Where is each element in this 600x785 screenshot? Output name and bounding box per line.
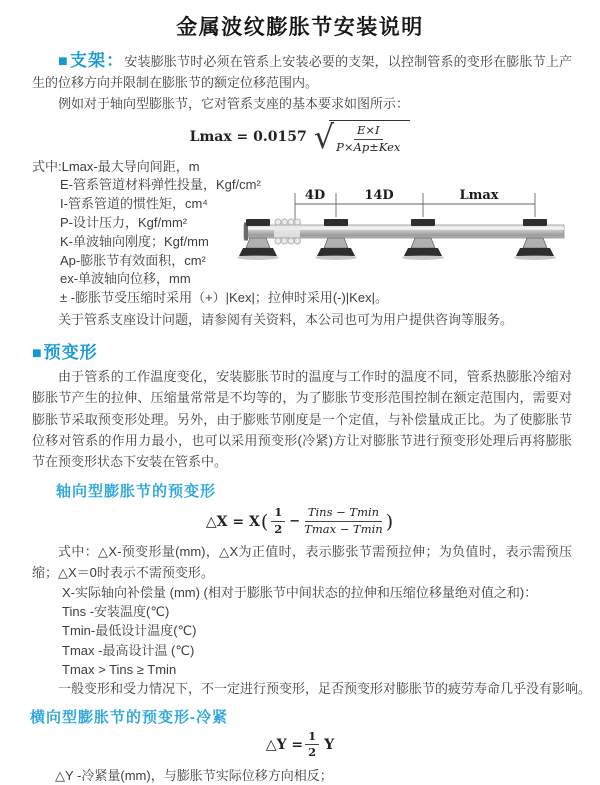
formula-dy-lhs: △Y = [265,736,304,753]
support-example-paragraph: 例如对于轴向型膨胀节，它对管系支座的基本要求如图所示： [58,96,410,111]
axial-subheading: 轴向型膨胀节的预变形 [56,483,217,501]
half-numerator: 1 [305,730,319,746]
formula-lmax-denominator: P×Ap±Kex [336,139,401,154]
formula-delta-y [0,730,600,761]
diagram-dim-lmax-label: Lmax [459,187,499,203]
diagram-dim-4d-label: 4D [304,187,326,203]
formula-delta-x [0,506,600,537]
section-support-heading [58,51,124,70]
support-intro-text: 安装膨胀节时必须在管系上安装必要的支架，以控制管系的变形在膨胀节上产生的位移方向并限制在膨胀节的额定位移范围内。 [32,54,572,90]
formula-lmax-fraction [336,124,400,155]
predeform-paragraph: 由于管系的工作温度变化，安装膨胀节时的温度与工作时的温度不同，管系热膨胀冷缩对膨胀节产生的拉伸、压缩量常常是不均等的，为了膨胀节变形范围控制在额定范围内，需要对膨胀节采取预变形处理。另外，由于膨账节刚度是一个定值，与补偿量成正比。为了使膨胀节位移对管系的作用力最小，也可以采用预变形(冷紧)方让对膨胀节进行预变形处理后再将膨胀节在预变形状态下安装在管系中。 [32,368,572,470]
definition-K: K-单波轴向刚度；Kgf/mm [60,233,209,249]
pipe-support-diagram [238,184,570,280]
lateral-subheading: 横向型膨胀节的预变形-冷紧 [30,708,228,726]
minus-operator: − [289,514,301,530]
axial-var-tmax: Tmax -最高设计温 (℃) [62,642,195,658]
one-half-fraction [305,730,319,761]
temperature-fraction [304,506,383,537]
sqrt-symbol-icon: √ [313,117,335,156]
bellows-icon [274,219,301,244]
definition-E: E-管系管道材料弹性投量，Kgf/cm² [60,177,261,193]
formula-lmax [0,117,600,156]
definition-plusminus: ± -膨胀节受压缩时采用（+）|Kex|；拉伸时采用(-)|Kex|。 [60,290,388,306]
section-bullet-icon: ■ [32,344,43,362]
support-note: 关于管系支座设计问题，请参阅有关资料，本公司也可为用户提供咨询等服务。 [58,311,514,327]
sqrt-radical [313,117,411,156]
axial-temp-relation: Tmax > Tins ≥ Tmin [62,661,177,677]
definition-Ap: Ap-膨胀节有效面积，cm² [60,252,206,268]
axial-closing-note: 一般变形和受力情况下，不一定进行预变形，足否预变形对膨胀节的疲劳寿命几乎没有影响。 [58,681,592,697]
section-predeform-heading [32,338,600,363]
one-half-fraction [271,506,285,537]
lateral-definition-line: △Y -冷紧量(mm)，与膨胀节实际位移方向相反； [55,768,333,784]
left-paren: ( [260,510,269,533]
half-denominator: 2 [308,745,317,760]
temp-denominator: Tmax − Tmin [304,522,383,537]
formula-dx-lhs: △X = X [205,513,260,530]
support-intro-paragraph [32,50,572,93]
dimension-lines [295,193,535,222]
section-support-label: 支架： [69,51,125,70]
axial-var-tins: Tins -安装温度(℃) [62,604,170,620]
section-predeform-label: 预变形 [43,342,98,362]
right-paren: ) [385,510,394,533]
half-denominator: 2 [274,522,283,537]
definitions-block [32,158,600,308]
formula-lmax-numerator: E×I [354,124,383,140]
section-bullet-icon: ■ [58,53,69,70]
definition-P: P-设计压力，Kgf/mm² [60,214,188,230]
page-title: 金属波纹膨胀节安装说明 [176,16,424,39]
definition-I: I-管系管道的惯性矩，cm⁴ [60,196,208,212]
diagram-dim-14d-label: 14D [364,187,394,203]
formula-dy-rhs: Y [324,736,335,753]
definition-ex: ex-单波轴向位移，mm [60,271,191,287]
temp-numerator: Tins − Tmin [305,506,382,522]
axial-var-tmin: Tmin-最低设计温度(℃) [62,623,197,639]
formula-lmax-lhs: Lmax = 0.0157 [189,129,307,146]
axial-var-x: X-实际轴向补偿量 (mm) (相对于膨胀节中间状态的拉伸和压缩位移量绝对值之和)： [62,585,538,601]
definition-where: 式中:Lmax-最大导向间距，m [32,158,200,174]
sqrt-body [329,120,410,155]
axial-where-paragraph: 式中：△X-预变形量(mm)，△X为正值时，表示膨张节需预拉伸；为负值时，表示需预压缩；△X＝0时表示不需预变形。 [32,544,572,581]
half-numerator: 1 [271,506,285,522]
